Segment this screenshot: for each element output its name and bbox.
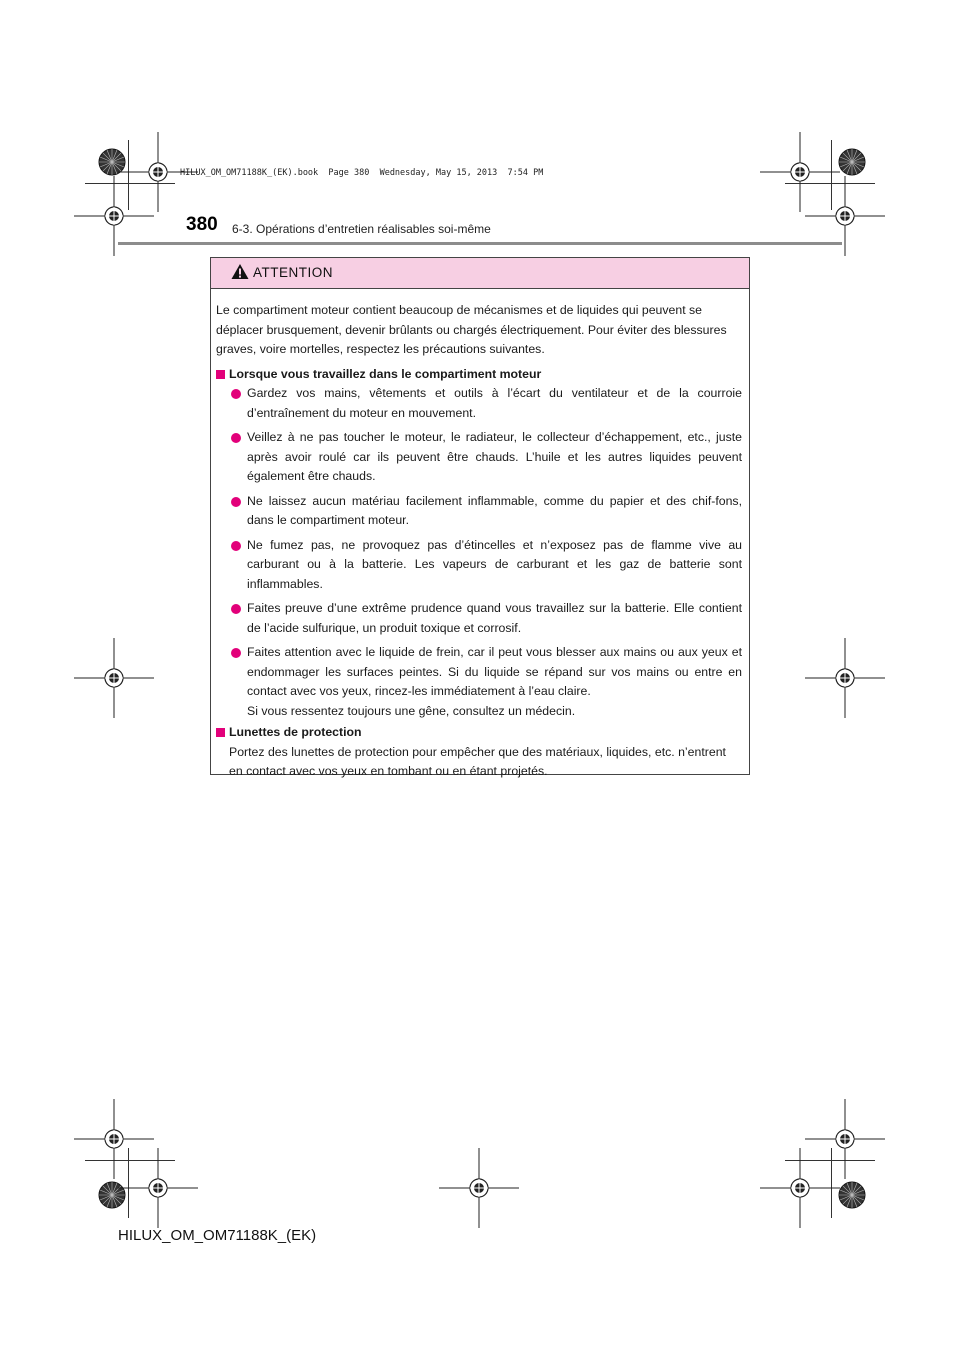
list-item-text: Ne laissez aucun matériau facilement inflammable, comme du papier et des chif-fons, dans le compartiment moteur. — [247, 493, 742, 527]
list-item — [229, 643, 742, 721]
subsection-heading-text: Lorsque vous travaillez dans le compartiment moteur — [229, 366, 542, 381]
subsection-heading — [216, 365, 742, 385]
circle-bullet-icon — [231, 497, 241, 507]
list-item — [229, 492, 742, 531]
bullet-list — [216, 384, 742, 721]
warning-header — [211, 258, 749, 289]
footer-document-code: HILUX_OM_OM71188K_(EK) — [118, 1227, 317, 1244]
list-item — [229, 536, 742, 595]
list-item — [229, 384, 742, 423]
subsection-heading — [216, 723, 742, 743]
warning-triangle-icon — [231, 263, 249, 285]
warning-title: ATTENTION — [253, 265, 333, 280]
circle-bullet-icon — [231, 389, 241, 399]
list-item — [229, 428, 742, 487]
square-bullet-icon — [216, 728, 225, 737]
list-item-text: Faites preuve d’une extrême prudence quand vous travaillez sur la batterie. Elle contient de l’acide sulfurique, un produit toxique et corrosif. — [247, 601, 742, 635]
list-item-extra-text: Si vous ressentez toujours une gêne, consultez un médecin. — [247, 703, 576, 718]
list-item-text: Faites attention avec le liquide de frein, car il peut vous blesser aux mains ou aux yeux et endommager les surfaces peintes. Si du liquide se répand sur vos mains ou entre en contact avec vos yeux, rincez-les immédiatement à l’eau claire. — [247, 645, 742, 698]
section-title: 6-3. Opérations d’entretien réalisables soi-même — [232, 222, 491, 236]
book-file-header: HILUX_OM_OM71188K_(EK).book Page 380 Wednesday, May 15, 2013 7:54 PM — [180, 168, 544, 178]
subsection-heading-text: Lunettes de protection — [229, 725, 362, 739]
circle-bullet-icon — [231, 541, 241, 551]
list-item-text: Ne fumez pas, ne provoquez pas d’étincelles et n’exposez pas de flamme vive au carburant ou à la batterie. Les vapeurs de carburant et les gaz de batterie sont inflammables. — [247, 537, 742, 591]
circle-bullet-icon — [231, 433, 241, 443]
warning-body — [211, 289, 749, 782]
circle-bullet-icon — [231, 604, 241, 614]
header-rule — [118, 242, 842, 245]
subsection-text: Portez des lunettes de protection pour empêcher que des matériaux, liquides, etc. n’entrent en contact avec vos yeux en tombant ou en étant projetés. — [229, 744, 726, 778]
square-bullet-icon — [216, 370, 225, 379]
list-item — [229, 599, 742, 638]
list-item-text: Veillez à ne pas toucher le moteur, le radiateur, le collecteur d’échappement, etc., juste après avoir roulé car ils peuvent être chauds. L’huile et les autres liquides peuvent également être chauds. — [247, 430, 742, 483]
warning-intro: Le compartiment moteur contient beaucoup de mécanismes et de liquides qui peuvent se déplacer brusquement, devenir brûlants ou chargés électriquement. Pour éviter des blessures graves, voire mortelles, respectez les précautions suivantes. — [216, 303, 727, 356]
page-number: 380 — [186, 214, 218, 235]
list-item-text: Gardez vos mains, vêtements et outils à l’écart du ventilateur et de la courroie d’entraînement du moteur en mouvement. — [247, 386, 742, 420]
warning-box — [210, 257, 750, 778]
circle-bullet-icon — [231, 648, 241, 658]
